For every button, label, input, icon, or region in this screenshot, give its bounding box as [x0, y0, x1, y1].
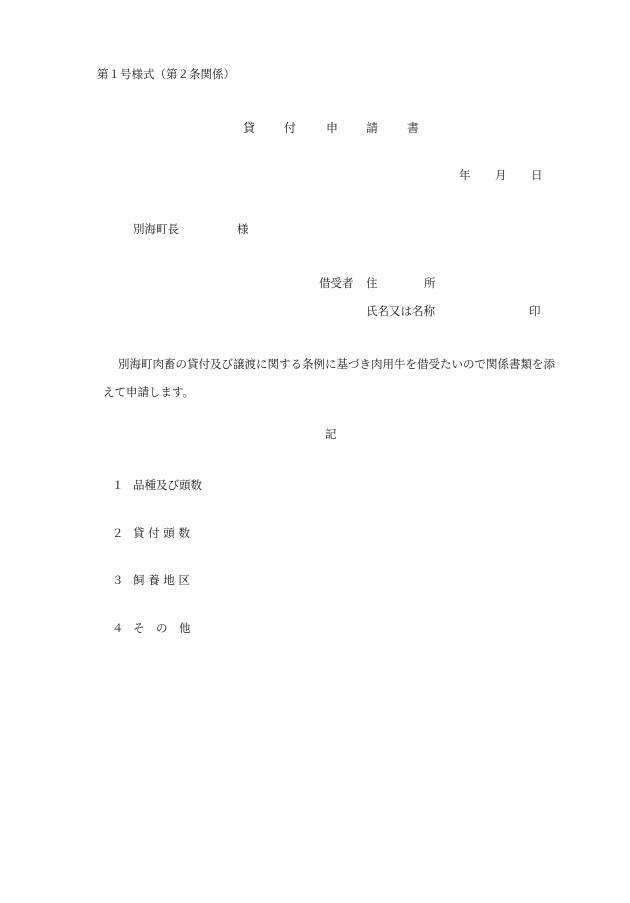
- document-title: [243, 119, 433, 133]
- title-char: 貸: [243, 121, 256, 135]
- address-label-part-2: 所: [424, 276, 436, 290]
- ki-heading: 記: [325, 427, 337, 441]
- date-month-label: 月: [495, 168, 507, 182]
- item-number: ４: [112, 621, 124, 635]
- item-label: 貸 付 頭 数: [133, 526, 190, 540]
- name-label: 氏名又は名称: [366, 304, 435, 318]
- title-char: 書: [407, 121, 420, 135]
- borrower-label: 借受者: [319, 276, 354, 290]
- title-char: 請: [366, 121, 379, 135]
- item-label: 品種及び頭数: [133, 478, 202, 492]
- item-label: そ の 他: [133, 621, 191, 635]
- item-label: 飼 養 地 区: [133, 573, 190, 587]
- seal-mark: 印: [529, 304, 541, 318]
- title-char: 付: [284, 121, 297, 135]
- body-text-line-2: えて申請します。: [103, 385, 195, 399]
- item-number: ２: [112, 526, 124, 540]
- date-day-label: 日: [531, 168, 543, 182]
- item-number: １: [112, 478, 124, 492]
- title-char: 申: [326, 121, 339, 135]
- form-number: 第１号様式（第２条関係）: [97, 67, 235, 81]
- body-text-line-1: 別海町肉畜の貸付及び譲渡に関する条例に基づき肉用牛を借受たいので関係書類を添: [118, 357, 555, 371]
- addressee-honorific: 様: [237, 222, 249, 236]
- date-year-label: 年: [459, 168, 471, 182]
- addressee-name: 別海町長: [133, 222, 179, 236]
- address-label-part-1: 住: [366, 276, 378, 290]
- item-number: ３: [112, 573, 124, 587]
